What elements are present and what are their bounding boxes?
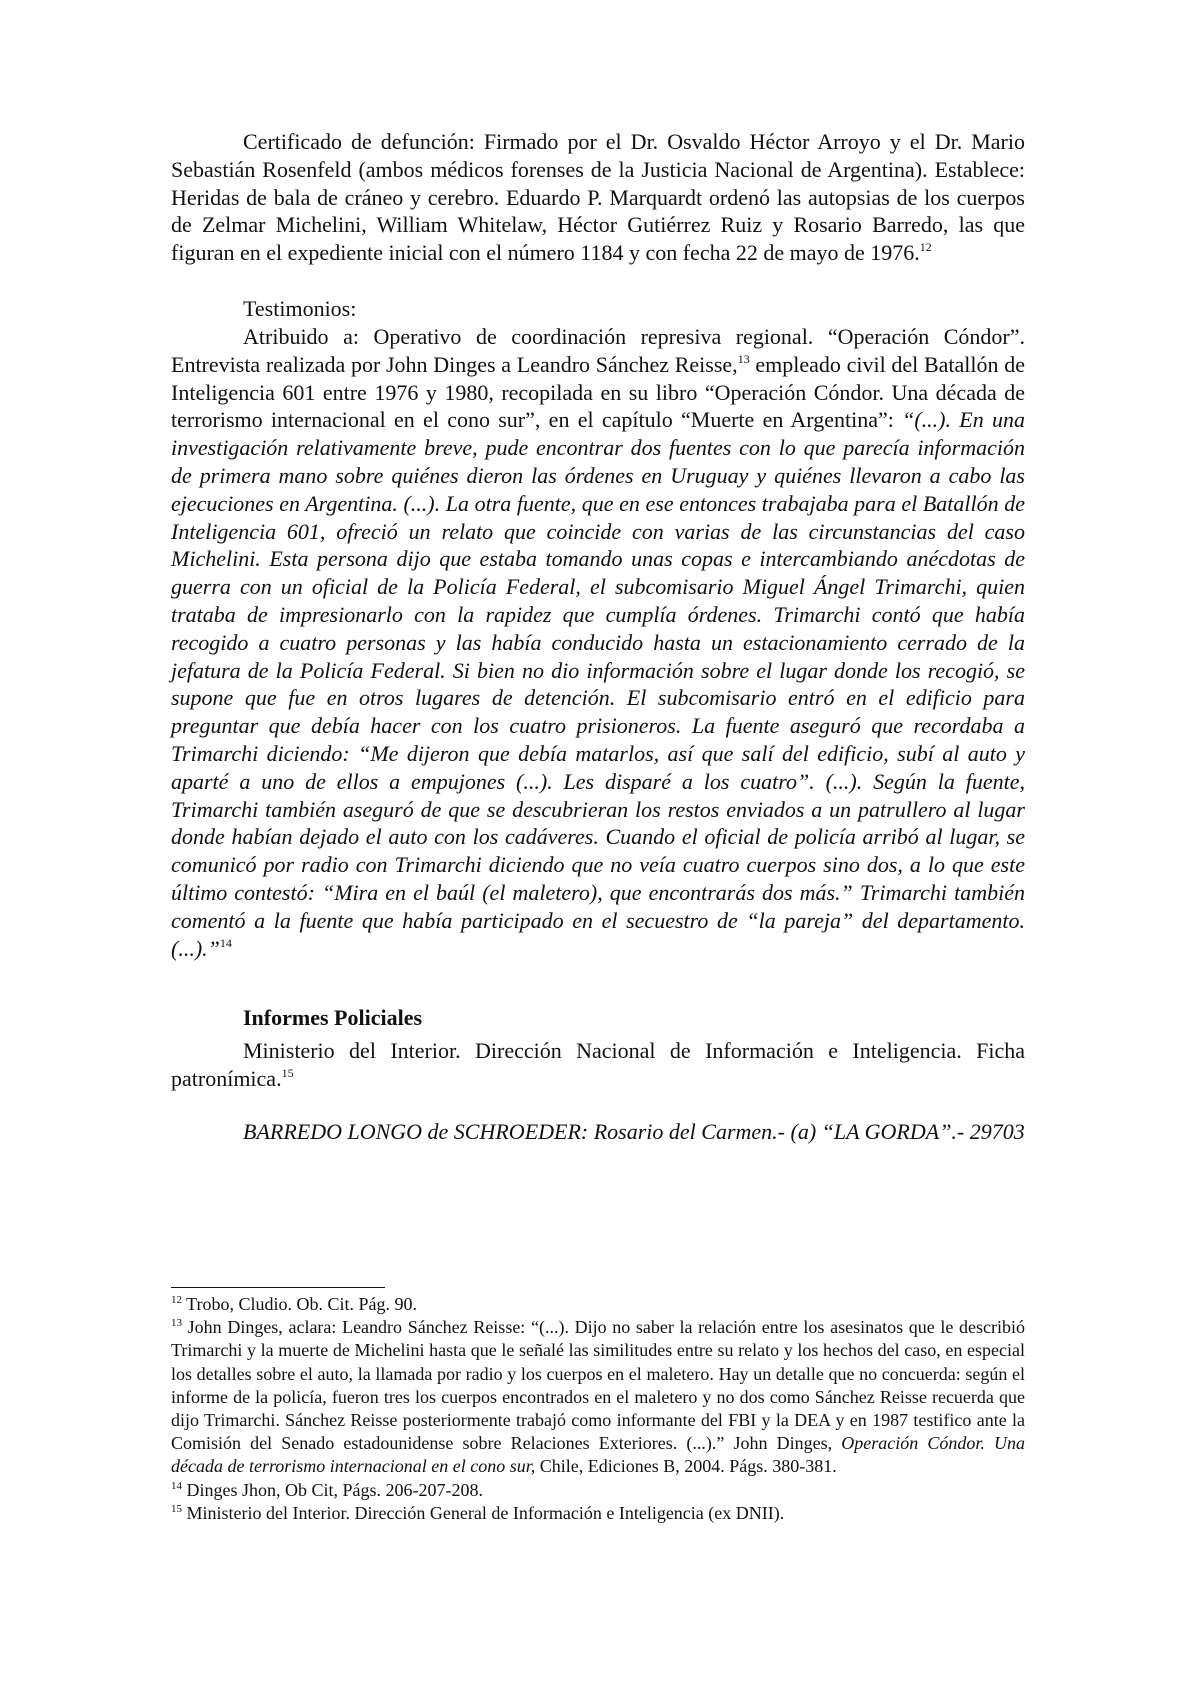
footnote-separator — [171, 1287, 385, 1288]
footnote-12 — [171, 1293, 1025, 1316]
testimony-quote: “(...). En una investigación relativamente breve, pude encontrar dos fuentes con lo que parecía información de primera mano sobre quiénes dieron las órdenes en Uruguay y quiénes llevaron a cabo las ejecuciones en Argentina. (...). La otra fuente, que en ese entonces trabajaba para el Batallón de Inteligencia 601, ofreció un relato que coincide con varias de las circunstancias del caso Michelini. Esta persona dijo que estaba tomando unas copas e intercambiando anécdotas de guerra con un oficial de la Policía Federal, el subcomisario Miguel Ángel Trimarchi, quien trataba de impresionarlo con la rapidez que cumplía órdenes. Trimarchi contó que había recogido a cuatro personas y las había conducido hasta un estacionamiento cerrado de la jefatura de la Policía Federal. Si bien no dio información sobre el lugar donde los recogió, se supone que fue en otros lugares de detención. El subcomisario entró en el edificio para preguntar que debía hacer con los cuatro prisioneros. La fuente aseguró que recordaba a Trimarchi diciendo: “Me dijeron que debía matarlos, así que salí del edificio, subí al auto y aparté a uno de ellos a empujones (...). Les disparé a los cuatro”. (...). Según la fuente, Trimarchi también aseguró de que se descubrieran los restos enviados a un patrullero al lugar donde habían dejado el auto con los cadáveres. Cuando el oficial de policía arribó al lugar, se comunicó por radio con Trimarchi diciendo que no veía cuatro cuerpos sino dos, a lo que este último contestó: “Mira en el baúl (el maletero), que encontrarás dos más.” Trimarchi también comentó a la fuente que había participado en el secuestro de “la pareja” del departamento. (...).” — [171, 407, 1025, 961]
footnote-text: John Dinges, aclara: Leandro Sánchez Reisse: “(...). Dijo no saber la relación entre los asesinatos que le describió Trimarchi y la muerte de Michelini hasta que le señalé las similitudes entre su relato y los hechos del caso, en especial los detalles sobre el auto, la llamada por radio y los cuerpos en el maletero. Hay un detalle que no concuerda: según el informe de la policía, fueron tres los cuerpos encontrados en el maletero y no dos como Sánchez Reisse recuerda que dijo Trimarchi. Sánchez Reisse posteriormente trabajó como informante del FBI y la DEA y en 1987 testifico ante la Comisión del Senado estadounidense sobre Relaciones Exteriores. (...).” John Dinges, — [171, 1317, 1025, 1454]
footnote-text: Chile, Ediciones B, 2004. Págs. 380-381. — [535, 1456, 837, 1477]
footnote-ref-14: 14 — [219, 935, 232, 950]
paragraph-text: empleado civil del Batallón de Inteligencia 601 entre 1976 y 1980, recopilada en su libro “Operación Cóndor. Una década de terrorismo internacional en el cono sur”, en el capítulo “Muerte en Argentina”: — [171, 351, 1025, 433]
footnote-text: Trobo, Cludio. Ob. Cit. Pág. 90. — [182, 1294, 418, 1314]
section-heading: Informes Policiales — [243, 1005, 423, 1030]
paragraph-text: Certificado de defunción: Firmado por el Dr. Osvaldo Héctor Arroyo y el Dr. Mario Sebastián Rosenfeld (ambos médicos forenses de la Justicia Nacional de Argentina). Establece: Heridas de bala de cráneo y cerebro. Eduardo P. Marquardt ordenó las autopsias de los cuerpos de Zelmar Michelini, William Whitelaw, Héctor Gutiérrez Ruiz y Rosario Barredo, las que figuran en el expediente inicial con el número 1184 y con fecha 22 de mayo de 1976. — [171, 129, 1025, 266]
footnote-number: 15 — [171, 1502, 182, 1515]
paragraph-testimony — [171, 323, 1025, 962]
footnote-text: Ministerio del Interior. Dirección General de Información e Inteligencia (ex DNII). — [182, 1502, 785, 1523]
footnote-number: 13 — [171, 1317, 182, 1330]
footnote-book-title: Operación Cóndor. Una década de terrorismo internacional en el cono sur, — [171, 1433, 1026, 1477]
footnote-ref-12: 12 — [919, 240, 932, 255]
paragraph-testimonios — [171, 295, 1025, 323]
footnote-14 — [171, 1479, 1025, 1502]
paragraph-text: Testimonios: — [243, 296, 357, 321]
footnote-number: 14 — [171, 1479, 182, 1492]
footnote-number: 12 — [171, 1294, 182, 1306]
footnote-15 — [171, 1502, 1025, 1525]
paragraph-text: Ministerio del Interior. Dirección Nacional de Información e Inteligencia. Ficha patronímica. — [171, 1038, 1025, 1091]
footnote-ref-13: 13 — [737, 351, 750, 366]
footnote-13 — [171, 1316, 1025, 1478]
paragraph-text: Atribuido a: Operativo de coordinación represiva regional. “Operación Cóndor”. Entrevista realizada por John Dinges a Leandro Sánchez Reisse, — [171, 324, 1025, 377]
record-entry: BARREDO LONGO de SCHROEDER: Rosario del Carmen.- (a) “LA GORDA”.- 29703 — [243, 1119, 1025, 1144]
footnotes — [171, 1293, 1025, 1525]
footnote-ref-15: 15 — [281, 1065, 294, 1080]
paragraph-ministerio — [171, 1037, 1025, 1093]
paragraph-death-certificate — [171, 128, 1025, 267]
footnote-text: Dinges Jhon, Ob Cit, Págs. 206-207-208. — [182, 1479, 483, 1500]
